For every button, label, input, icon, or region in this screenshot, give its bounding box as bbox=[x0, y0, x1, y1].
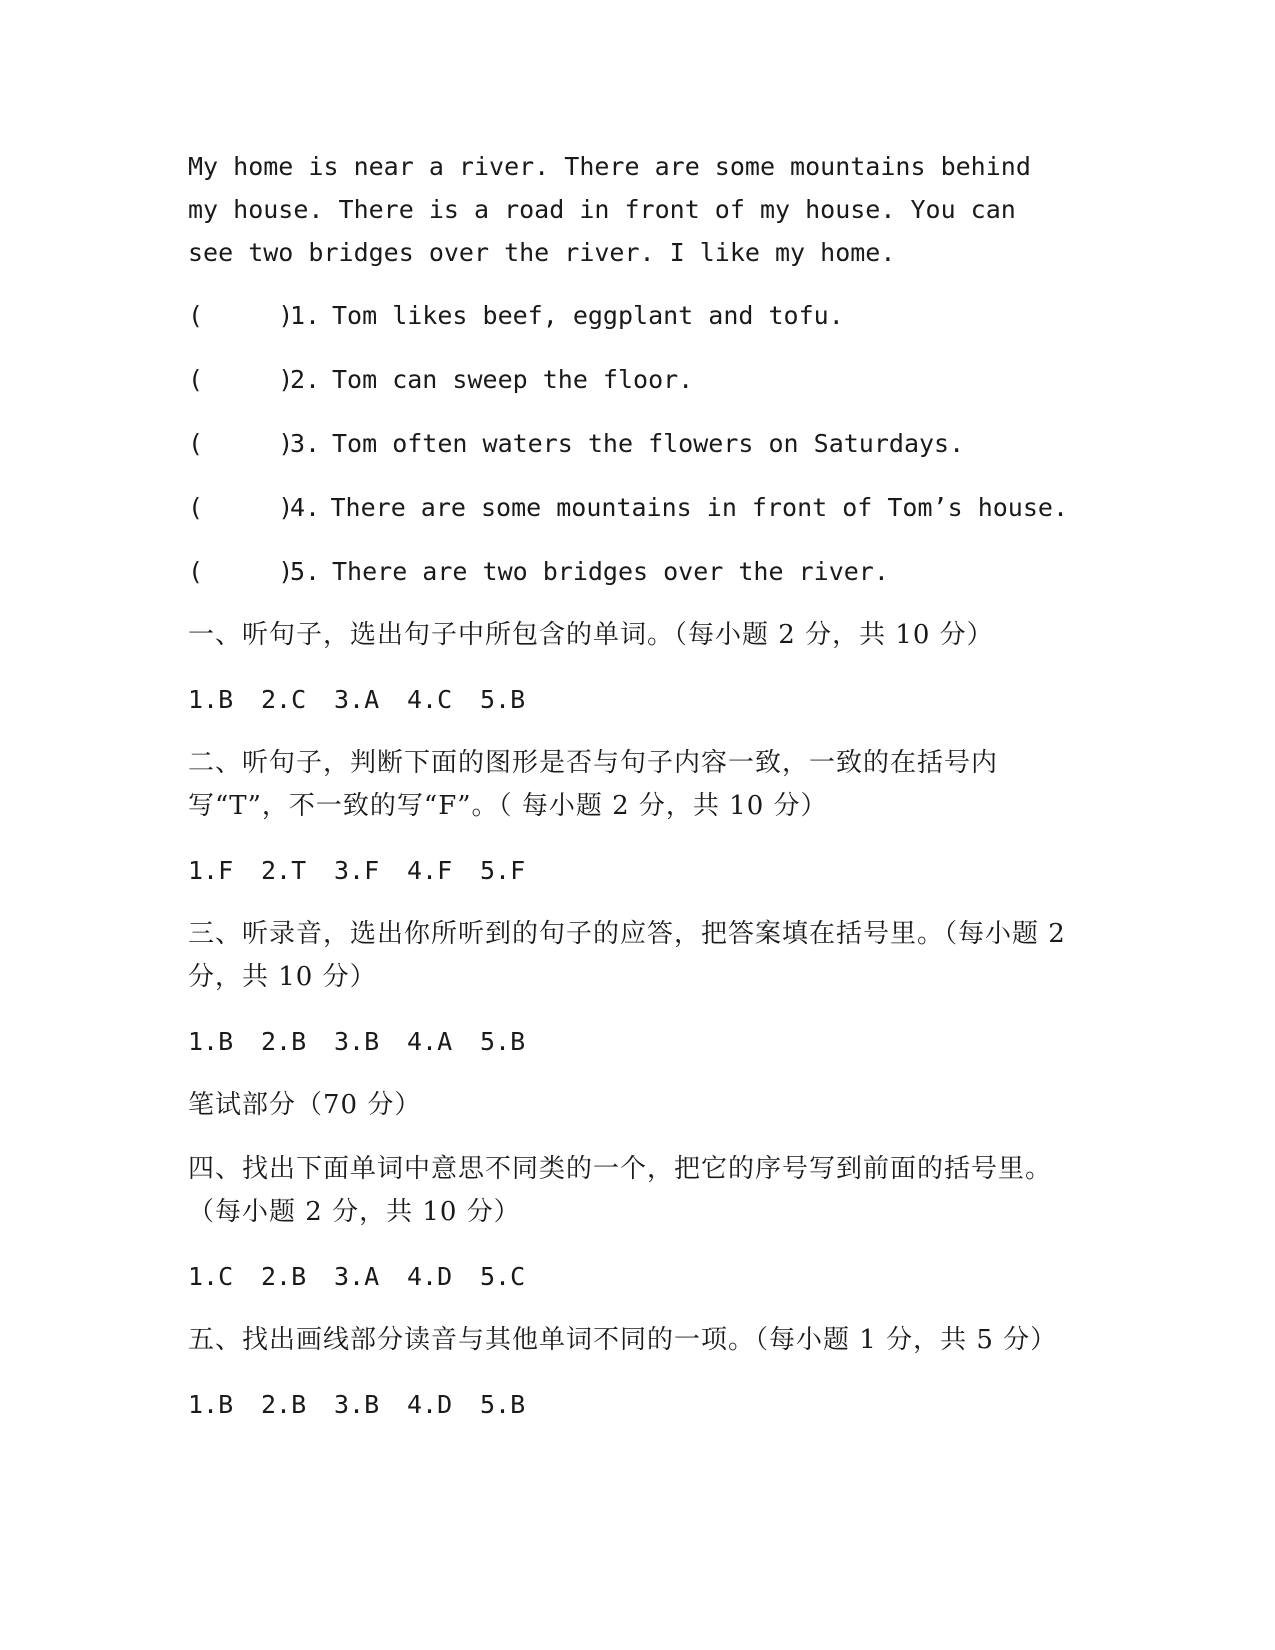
answer: 1.C bbox=[188, 1262, 234, 1291]
tf-item-5 bbox=[188, 550, 1068, 593]
answer: 3.A bbox=[334, 685, 380, 714]
item-number: 2. bbox=[290, 365, 321, 394]
answer-blank: ( ) bbox=[188, 365, 294, 394]
item-text: There are some mountains in front of Tom’s house. bbox=[330, 493, 1068, 522]
answer: 2.T bbox=[261, 856, 307, 885]
tf-item-3 bbox=[188, 422, 1068, 465]
section-heading-3: 三、听录音，选出你所听到的句子的应答，把答案填在括号里。（每小题 2 分，共 10 分） bbox=[188, 919, 1066, 992]
answer: 5.B bbox=[480, 1027, 526, 1056]
answer: 5.F bbox=[480, 856, 526, 885]
item-text: Tom can sweep the floor. bbox=[332, 365, 694, 394]
answer-blank: ( ) bbox=[188, 493, 294, 522]
item-number: 4. bbox=[290, 493, 321, 522]
answer: 1.B bbox=[188, 685, 234, 714]
answer: 3.F bbox=[334, 856, 380, 885]
written-part-heading: 笔试部分（70 分） bbox=[188, 1090, 422, 1120]
item-text: Tom likes beef, eggplant and tofu. bbox=[332, 301, 844, 330]
answer: 2.B bbox=[261, 1027, 307, 1056]
answer-blank: ( ) bbox=[188, 301, 294, 330]
answer: 1.B bbox=[188, 1390, 234, 1419]
answer: 2.B bbox=[261, 1262, 307, 1291]
document-page bbox=[188, 145, 1068, 1447]
answer: 5.C bbox=[480, 1262, 526, 1291]
answer: 2.B bbox=[261, 1390, 307, 1419]
section-heading-4: 四、找出下面单词中意思不同类的一个，把它的序号写到前面的括号里。（每小题 2 分，共 10 分） bbox=[188, 1154, 1053, 1227]
answer-key-3 bbox=[188, 1020, 1068, 1063]
answer: 3.B bbox=[334, 1027, 380, 1056]
section-heading-2: 二、听句子，判断下面的图形是否与句子内容一致，一致的在括号内写“T”，不一致的写“F”。（ 每小题 2 分，共 10 分） bbox=[188, 748, 999, 821]
tf-item-4 bbox=[188, 486, 1068, 529]
answer-key-5 bbox=[188, 1383, 1068, 1426]
answer-key-2 bbox=[188, 849, 1068, 892]
item-number: 3. bbox=[290, 429, 321, 458]
answer: 1.F bbox=[188, 856, 234, 885]
answer: 5.B bbox=[480, 1390, 526, 1419]
tf-item-2 bbox=[188, 358, 1068, 401]
item-text: Tom often waters the flowers on Saturdays. bbox=[332, 429, 965, 458]
section-heading-5: 五、找出画线部分读音与其他单词不同的一项。（每小题 1 分，共 5 分） bbox=[188, 1325, 1058, 1355]
answer: 4.A bbox=[407, 1027, 453, 1056]
answer: 4.D bbox=[407, 1262, 453, 1291]
item-text: There are two bridges over the river. bbox=[332, 557, 889, 586]
answer: 4.D bbox=[407, 1390, 453, 1419]
answer: 3.A bbox=[334, 1262, 380, 1291]
answer: 2.C bbox=[261, 685, 307, 714]
answer: 5.B bbox=[480, 685, 526, 714]
item-number: 5. bbox=[290, 557, 321, 586]
answer: 3.B bbox=[334, 1390, 380, 1419]
answer: 4.C bbox=[407, 685, 453, 714]
answer-blank: ( ) bbox=[188, 429, 294, 458]
answer-key-4 bbox=[188, 1255, 1068, 1298]
section-heading-1: 一、听句子，选出句子中所包含的单词。（每小题 2 分，共 10 分） bbox=[188, 620, 994, 650]
answer: 1.B bbox=[188, 1027, 234, 1056]
tf-item-1 bbox=[188, 294, 1068, 337]
reading-passage: My home is near a river. There are some mountains behind my house. There is a road in front of my house. You can see two bridges over the river. I like my home. bbox=[188, 152, 1031, 267]
answer: 4.F bbox=[407, 856, 453, 885]
answer-blank: ( ) bbox=[188, 557, 294, 586]
item-number: 1. bbox=[290, 301, 321, 330]
answer-key-1 bbox=[188, 678, 1068, 721]
